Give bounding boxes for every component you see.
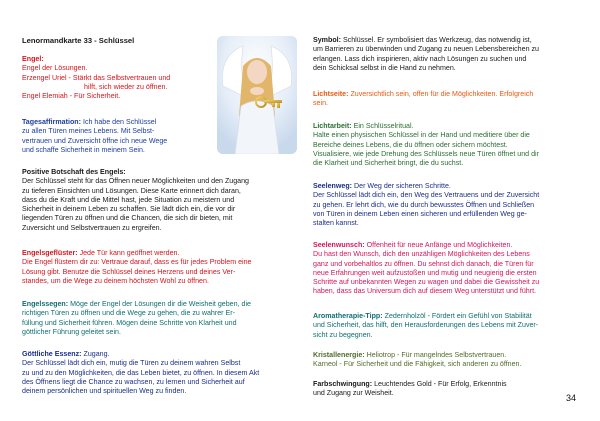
seelenweg-section	[313, 182, 584, 228]
symbol-section	[313, 36, 584, 73]
tagesaffirmation-label: Tagesaffirmation:	[22, 118, 81, 126]
tagesaffirmation-line: Ich habe den Schlüssel	[81, 118, 157, 126]
gefluester-section	[22, 249, 296, 286]
botschaft-heading: Positive Botschaft des Engels:	[22, 168, 126, 176]
symbol-line: um Barrieren zu überwinden und Zugang zu neuen Lebensbereichen zu	[313, 45, 539, 54]
tagesaffirmation-line: und schaffe Sicherheit in meinem Sein.	[22, 145, 145, 154]
angel-illustration	[217, 36, 297, 154]
symbol-line: erlangen. Lass dich inspirieren, aktiv nach Lösungen zu suchen und	[313, 54, 527, 63]
segen-line: Möge der Engel der Lösungen dir die Weisheit geben, die	[68, 300, 251, 308]
symbol-label: Symbol:	[313, 36, 341, 44]
lichtarbeit-line: Ein Schlüsselritual.	[351, 122, 414, 130]
essenz-line: Zugang.	[81, 350, 110, 358]
segen-line: füllung und Sicherheit führen. Mögen deine Schritte von Klarheit und	[22, 318, 237, 327]
tagesaffirmation-line: vertrauen und Zuversicht öffne ich neue Wege	[22, 136, 168, 145]
engel-line: Erzengel Uriel - Stärkt das Selbstvertrauen und	[22, 73, 171, 82]
botschaft-line: Sicherheit in deinem Leben zu schaffen. Sie lädt dich ein, die vor dir	[22, 205, 236, 214]
symbol-line: Schlüssel. Er symbolisiert das Werkzeug, das notwendig ist,	[340, 36, 532, 44]
seelenwunsch-line: ganz und vorbehaltlos zu öffnen. Du sehnst dich danach, die Türen für	[313, 259, 534, 268]
segen-section	[22, 300, 296, 337]
seelenwunsch-line: Offenheit für neue Anfänge und Möglichkeiten.	[364, 241, 513, 249]
aroma-section	[313, 312, 584, 340]
aroma-line: sicht zu begegnen.	[313, 330, 373, 339]
botschaft-line: Zuversicht und Selbstvertrauen zu ergreifen.	[22, 223, 162, 232]
card-title: Lenormandkarte 33 - Schlüssel	[22, 36, 135, 45]
farbe-line: und Zugang zur Weisheit.	[313, 389, 394, 398]
seelenwunsch-line: Du hast den Wunsch, dich den unzähligen Möglichkeiten des Lebens	[313, 250, 530, 259]
engel-line: hilft, sich wieder zu öffnen.	[84, 82, 168, 91]
lichtarbeit-line: Halte einen physischen Schlüssel in der Hand und meditiere über die	[313, 131, 530, 140]
lichtseite-line: Zuversichtlich sein, offen für die Möglichkeiten. Erfolgreich	[348, 90, 534, 98]
botschaft-line: liegenden Türen zu öffnen und die Chancen, die sich dir bieten, mit	[22, 214, 233, 223]
essenz-section	[22, 350, 296, 396]
segen-line: richtigen Türen zu öffnen und die Wege zu gehen, die zu wahrer Er-	[22, 309, 235, 318]
kristall-label: Kristallenergie:	[313, 351, 365, 359]
essenz-line: Der Schlüssel lädt dich ein, mutig die Türen zu deinem wahren Selbst	[22, 359, 241, 368]
aroma-line: Zedernholzöl - Fördert ein Gefühl von Stabilität	[382, 312, 532, 320]
essenz-line: deinem persönlichen und spirituellen Weg zu finden.	[22, 387, 187, 396]
seelenweg-line: zu gehen. Er lehrt dich, wie du durch bewusstes Öffnen und Schließen	[313, 200, 535, 209]
seelenwunsch-section	[313, 241, 584, 297]
lichtseite-section	[313, 90, 584, 109]
lichtarbeit-section	[313, 122, 584, 168]
angel-with-key-image	[217, 36, 297, 154]
botschaft-line: Der Schlüssel steht für das Öffnen neuer Möglichkeiten und den Zugang	[22, 177, 250, 186]
engel-line: Engel Elemiah - Für Sicherheit.	[22, 92, 121, 101]
lichtarbeit-label: Lichtarbeit:	[313, 122, 352, 130]
seelenweg-line: von Türen in deinem Leben einen sicheren und erfüllenden Weg ge-	[313, 209, 527, 218]
botschaft-line: zu tieferen Einsichten und Lösungen. Diese Karte erinnert dich daran,	[22, 186, 241, 195]
essenz-line: zu und zu den Möglichkeiten, die das Leben bietet, zu öffnen. In diesem Akt	[22, 368, 260, 377]
gefluester-label: Engelsgeflüster:	[22, 249, 78, 257]
kristall-section	[313, 351, 584, 370]
tagesaffirmation-section	[22, 118, 212, 155]
kristall-line: Karneol - Für Sicherheit und die Fähigkeit, sich anderen zu öffnen.	[313, 360, 522, 369]
seelenwunsch-line: Schritte auf unbekannten Wegen zu wagen und dabei die Gewissheit zu	[313, 278, 540, 287]
lichtseite-label: Lichtseite:	[313, 90, 349, 98]
farbe-label: Farbschwingung:	[313, 380, 373, 388]
segen-line: göttlicher Führung geleitet sein.	[22, 327, 121, 336]
lichtseite-line: sein.	[313, 99, 328, 108]
kristall-line: Heliotrop - Für mangelndes Selbstvertrauen.	[364, 351, 507, 359]
essenz-label: Göttliche Essenz:	[22, 350, 82, 358]
seelenwunsch-line: haben, dass das Universum dich auf diesem Weg unterstützt und führt.	[313, 287, 537, 296]
gefluester-line: Jede Tür kann geöffnet werden.	[77, 249, 180, 257]
lichtarbeit-line: Bereiche deines Lebens, die du öffnen oder sichern möchtest.	[313, 140, 508, 149]
engel-heading: Engel:	[22, 55, 44, 63]
gefluester-line: Lösung gibt. Benutze die Schlüssel deines Herzens und deines Ver-	[22, 267, 236, 276]
engel-line: Engel der Lösungen.	[22, 64, 88, 73]
seelenwunsch-line: neue Erfahrungen weit aufzustoßen und mutig und neugierig die ersten	[313, 268, 537, 277]
segen-label: Engelssegen:	[22, 300, 69, 308]
botschaft-section	[22, 168, 296, 233]
farbe-line: Leuchtendes Gold - Für Erfolg, Erkenntnis	[372, 380, 507, 388]
aroma-label: Aromatherapie-Tipp:	[313, 312, 383, 320]
lichtarbeit-line: die Klarheit und Sicherheit bringt, die du suchst.	[313, 159, 464, 168]
seelenwunsch-label: Seelenwunsch:	[313, 241, 365, 249]
seelenweg-line: Der Schlüssel lädt dich ein, den Weg des Vertrauens und der Zuversicht	[313, 191, 540, 200]
essenz-line: des Öffnens liegt die Chance zu wachsen, zu lernen und Sicherheit auf	[22, 377, 245, 386]
gefluester-line: standes, um die Wege zu deinem höchsten Wohl zu öffnen.	[22, 276, 209, 285]
seelenweg-label: Seelenweg:	[313, 182, 353, 190]
lichtarbeit-line: Visualisiere, wie jede Drehung des Schlüssels neue Türen öffnet und dir	[313, 149, 539, 158]
engel-section	[22, 55, 212, 101]
page-number: 34	[566, 393, 577, 403]
botschaft-line: dass du die Kraft und die Mittel hast, jede Situation zu meistern und	[22, 195, 235, 204]
aroma-line: und Sicherheit, das hilft, den Herausforderungen des Lebens mit Zuver-	[313, 321, 539, 330]
tagesaffirmation-line: zu allen Türen meines Lebens. Mit Selbst-	[22, 127, 155, 136]
symbol-line: dein Schicksal selbst in die Hand zu nehmen.	[313, 63, 456, 72]
gefluester-line: Die Engel flüstern dir zu: Vertraue darauf, dass es für jedes Problem eine	[22, 258, 252, 267]
seelenweg-line: stalten kannst.	[313, 219, 359, 228]
farbe-section	[313, 380, 563, 399]
seelenweg-line: Der Weg der sicheren Schritte.	[352, 182, 451, 190]
